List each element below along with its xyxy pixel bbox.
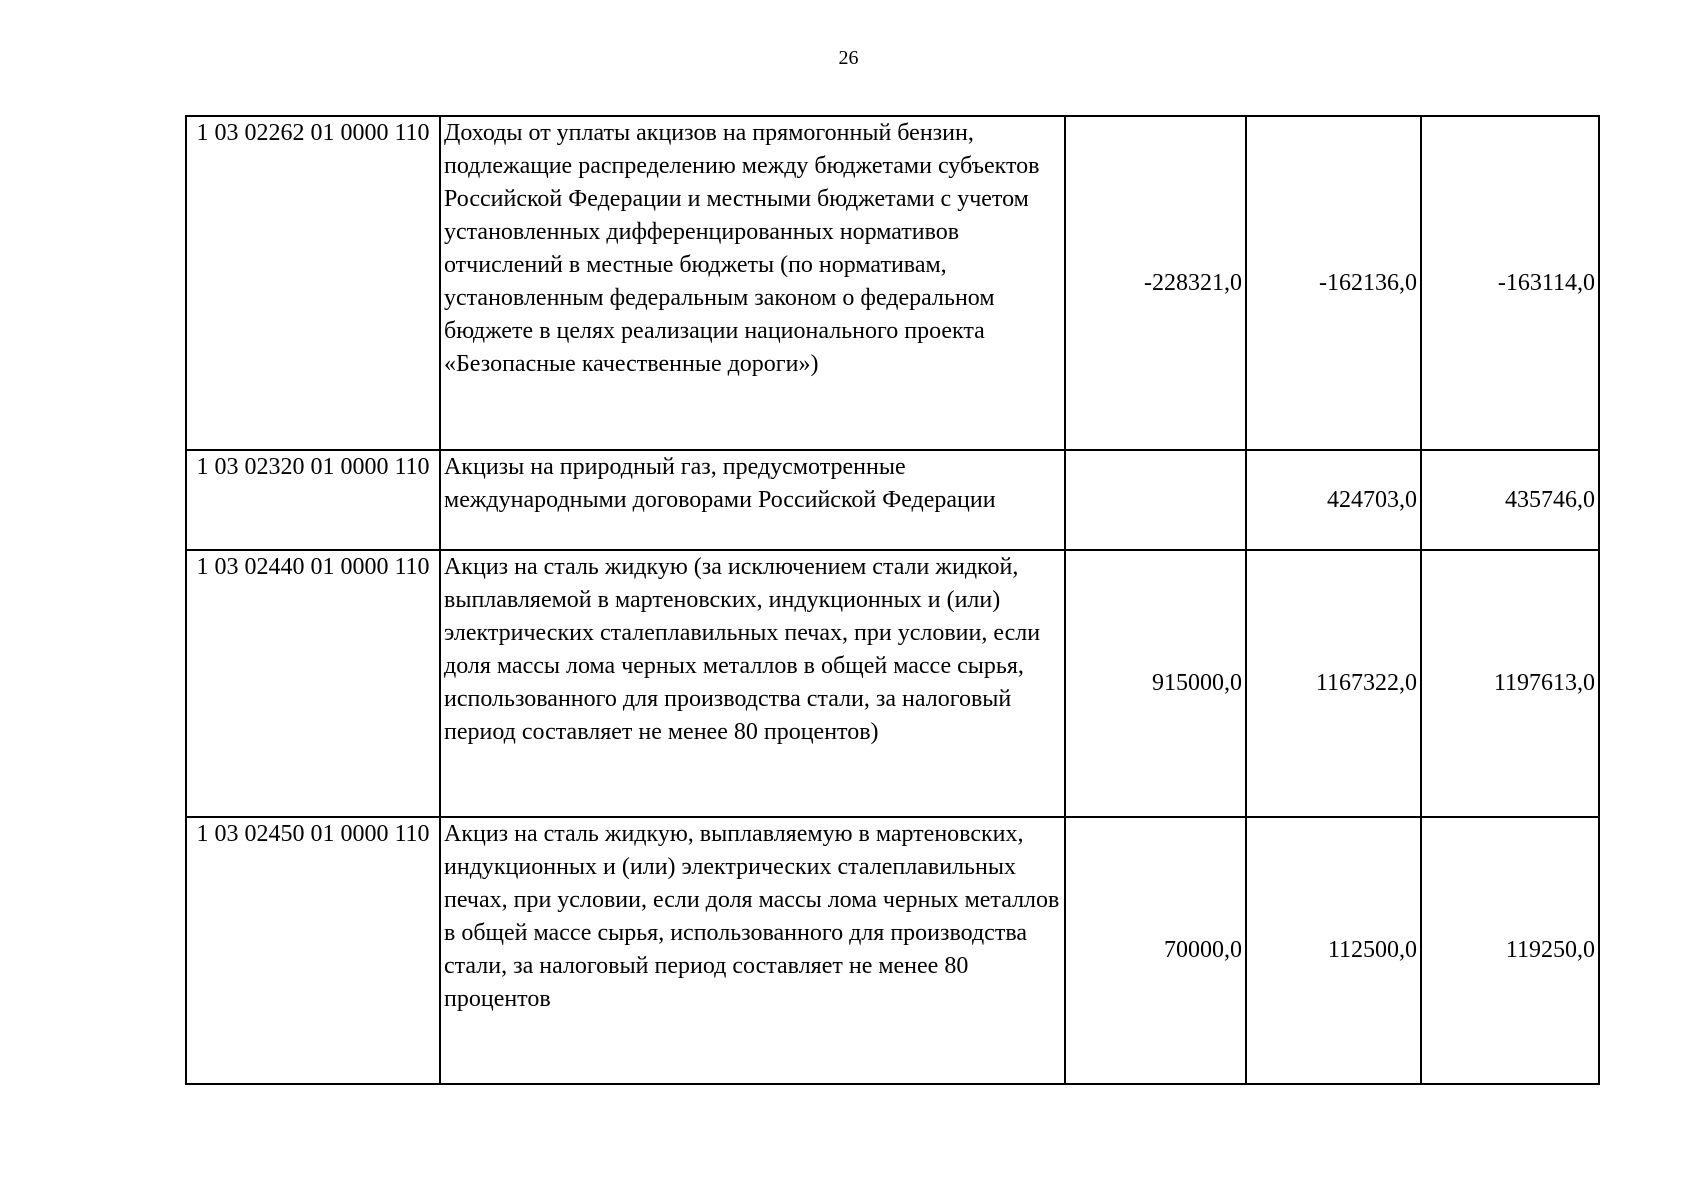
value-cell-3: 119250,0 bbox=[1421, 817, 1599, 1084]
table-row bbox=[186, 817, 1599, 1084]
value-cell-2: 424703,0 bbox=[1246, 450, 1421, 550]
table-row bbox=[186, 450, 1599, 550]
value-cell-1: 70000,0 bbox=[1065, 817, 1246, 1084]
value-cell-3: -163114,0 bbox=[1421, 116, 1599, 450]
value-cell-1 bbox=[1065, 450, 1246, 550]
budget-code-cell: 1 03 02320 01 0000 110 bbox=[186, 450, 440, 550]
description-cell: Акциз на сталь жидкую, выплавляемую в мартеновских, индукционных и (или) электрических сталеплавильных печах, при условии, если доля массы лома черных металлов в общей массе сырья, использованного для производства стали, за налоговый период составляет не менее 80 процентов bbox=[440, 817, 1065, 1084]
budget-table bbox=[185, 115, 1600, 1085]
value-cell-1: -228321,0 bbox=[1065, 116, 1246, 450]
description-cell: Акциз на сталь жидкую (за исключением стали жидкой, выплавляемой в мартеновских, индукционных и (или) электрических сталеплавильных печах, при условии, если доля массы лома черных металлов в общей массе сырья, использованного для производства стали, за налоговый период составляет не менее 80 процентов) bbox=[440, 550, 1065, 817]
budget-code-cell: 1 03 02450 01 0000 110 bbox=[186, 817, 440, 1084]
value-cell-2: 112500,0 bbox=[1246, 817, 1421, 1084]
table-row bbox=[186, 116, 1599, 450]
description-cell: Доходы от уплаты акцизов на прямогонный бензин, подлежащие распределению между бюджетами субъектов Российской Федерации и местными бюджетами с учетом установленных дифференцированных нормативов отчислений в местные бюджеты (по нормативам, установленным федеральным законом о федеральном бюджете в целях реализации национального проекта «Безопасные качественные дороги») bbox=[440, 116, 1065, 450]
value-cell-3: 1197613,0 bbox=[1421, 550, 1599, 817]
budget-code-cell: 1 03 02440 01 0000 110 bbox=[186, 550, 440, 817]
description-cell: Акцизы на природный газ, предусмотренные международными договорами Российской Федерации bbox=[440, 450, 1065, 550]
value-cell-1: 915000,0 bbox=[1065, 550, 1246, 817]
value-cell-3: 435746,0 bbox=[1421, 450, 1599, 550]
value-cell-2: 1167322,0 bbox=[1246, 550, 1421, 817]
budget-code-cell: 1 03 02262 01 0000 110 bbox=[186, 116, 440, 450]
table-row bbox=[186, 550, 1599, 817]
value-cell-2: -162136,0 bbox=[1246, 116, 1421, 450]
page-number: 26 bbox=[838, 47, 859, 69]
